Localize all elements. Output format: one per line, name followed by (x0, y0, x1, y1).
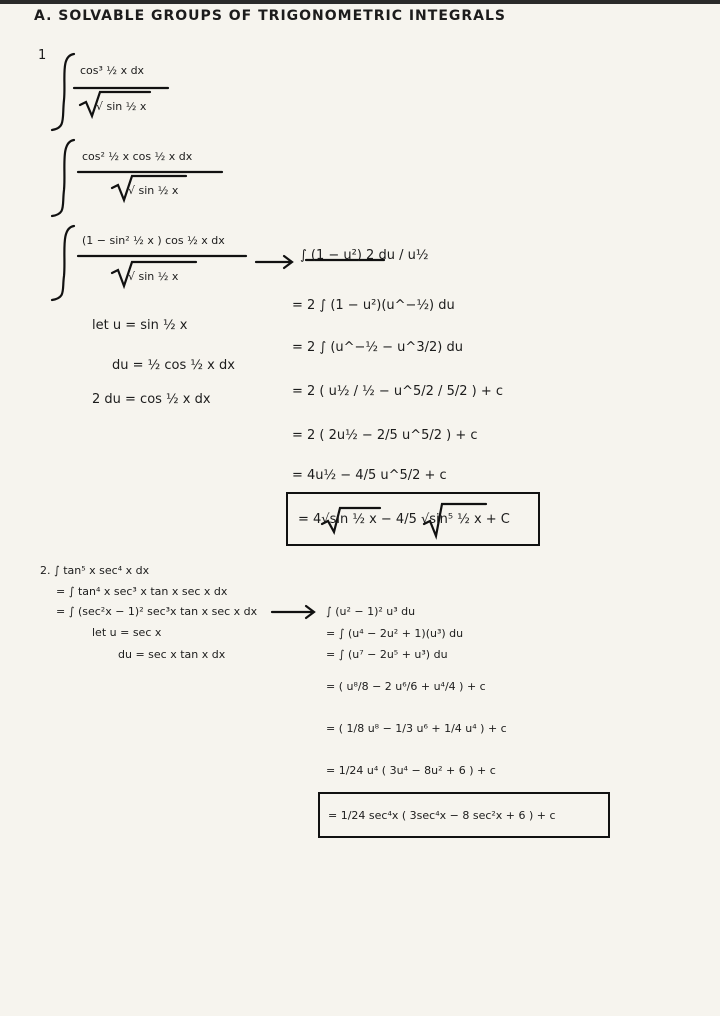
p2-line-2: = ∫ tan⁴ x sec³ x tan x sec x dx (56, 585, 228, 598)
p1-rhs-step-2: = 2 ∫ (1 − u²)(u^−½) du (292, 298, 455, 313)
p1-integrand-2-numerator: cos² ½ x cos ½ x dx (82, 150, 193, 163)
p2-line-1: 2. ∫ tan⁵ x sec⁴ x dx (40, 564, 150, 577)
p1-rhs-step-1: ∫ (1 − u²) 2 du / u½ (300, 248, 429, 263)
p1-rhs-step-6: = 4u½ − 4/5 u^5/2 + c (292, 468, 447, 483)
p2-answer-box (318, 792, 610, 838)
p1-integrand-3-numerator: (1 − sin² ½ x ) cos ½ x dx (82, 234, 225, 247)
p1-substitution-u: let u = sin ½ x (92, 318, 188, 333)
p2-rhs-step-4: = ( u⁸/8 − 2 u⁶/6 + u⁴/4 ) + c (326, 680, 486, 693)
p2-rhs-step-2: = ∫ (u⁴ − 2u² + 1)(u³) du (326, 627, 464, 640)
integral-sign (52, 226, 74, 300)
p1-integrand-3-denominator: √ sin ½ x (128, 270, 179, 283)
p1-integrand-1-numerator: cos³ ½ x dx (80, 64, 145, 77)
p2-rhs-step-1: ∫ (u² − 1)² u³ du (326, 605, 416, 618)
p2-rhs-step-6: = 1/24 u⁴ ( 3u⁴ − 8u² + 6 ) + c (326, 764, 496, 777)
p2-line-3: = ∫ (sec²x − 1)² sec³x tan x sec x dx (56, 605, 258, 618)
p1-substitution-du: du = ½ cos ½ x dx (112, 358, 235, 373)
p1-integrand-2-denominator: √ sin ½ x (128, 184, 179, 197)
p1-rhs-step-5: = 2 ( 2u½ − 2/5 u^5/2 ) + c (292, 428, 478, 443)
arrow (256, 256, 292, 268)
p1-final-answer: = 4√sin ½ x − 4/5 √sin⁵ ½ x + C (298, 512, 510, 527)
p1-substitution-2du: 2 du = cos ½ x dx (92, 392, 211, 407)
p2-final-answer: = 1/24 sec⁴x ( 3sec⁴x − 8 sec²x + 6 ) + c (328, 809, 556, 822)
arrow (272, 606, 314, 618)
p1-answer-box (286, 492, 540, 546)
page-title: A. SOLVABLE GROUPS OF TRIGONOMETRIC INTEGRALS (34, 8, 506, 24)
integral-sign (52, 54, 74, 130)
p2-substitution-u: let u = sec x (92, 626, 162, 639)
integral-sign (52, 140, 74, 216)
p1-integrand-1-denominator: √ sin ½ x (96, 100, 147, 113)
p1-rhs-step-4: = 2 ( u½ / ½ − u^5/2 / 5/2 ) + c (292, 384, 504, 399)
problem-1-number: 1 (38, 48, 47, 63)
p2-rhs-step-3: = ∫ (u⁷ − 2u⁵ + u³) du (326, 648, 448, 661)
p1-rhs-step-3: = 2 ∫ (u^−½ − u^3/2) du (292, 340, 463, 355)
p2-rhs-step-5: = ( 1/8 u⁸ − 1/3 u⁶ + 1/4 u⁴ ) + c (326, 722, 507, 735)
p2-substitution-du: du = sec x tan x dx (118, 648, 226, 661)
